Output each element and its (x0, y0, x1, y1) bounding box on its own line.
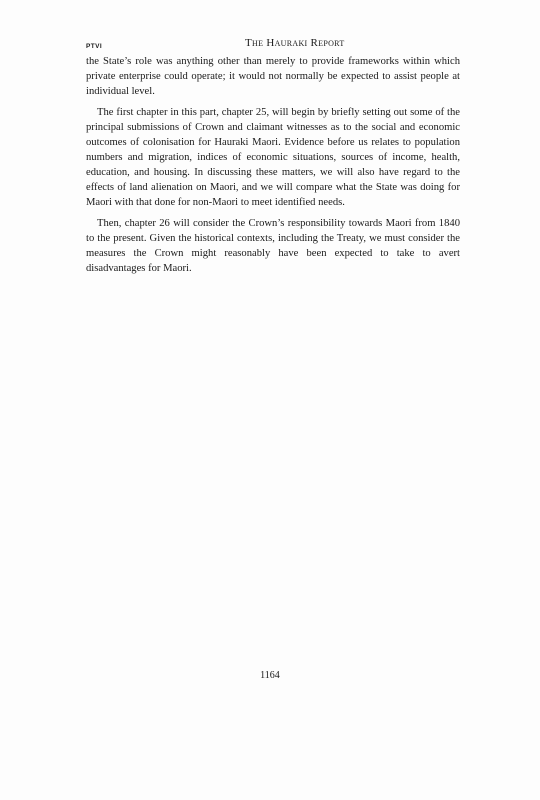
paragraph: The first chapter in this part, chapter 25, will begin by briefly setting out some of the principal submissions of Crown and claimant witnesses as to the social and economic outcomes of colonisation for Hauraki Maori. Evidence before us relates to population numbers and migration, indices of economic situations, sources of income, health, education, and housing. In discussing these matters, we will also have regard to the effects of land alienation on Maori, and we will compare what the State was doing for Maori with that done for non-Maori to meet identified needs. (86, 107, 460, 208)
running-head: The Hauraki Report (245, 37, 345, 49)
page-number: 1164 (260, 670, 280, 681)
paragraph: Then, chapter 26 will consider the Crown’s responsibility towards Maori from 1840 to the present. Given the historical contexts, including the Treaty, we must consider the measures the Crown might reasonably have been expected to take to avert disadvantages for Maori. (86, 218, 460, 274)
section-tag: PTVI (86, 43, 103, 50)
body-text (86, 54, 460, 276)
paragraph: the State’s role was anything other than merely to provide frameworks within which private enterprise could operate; it would not normally be expected to assist people at individual level. (86, 56, 460, 97)
